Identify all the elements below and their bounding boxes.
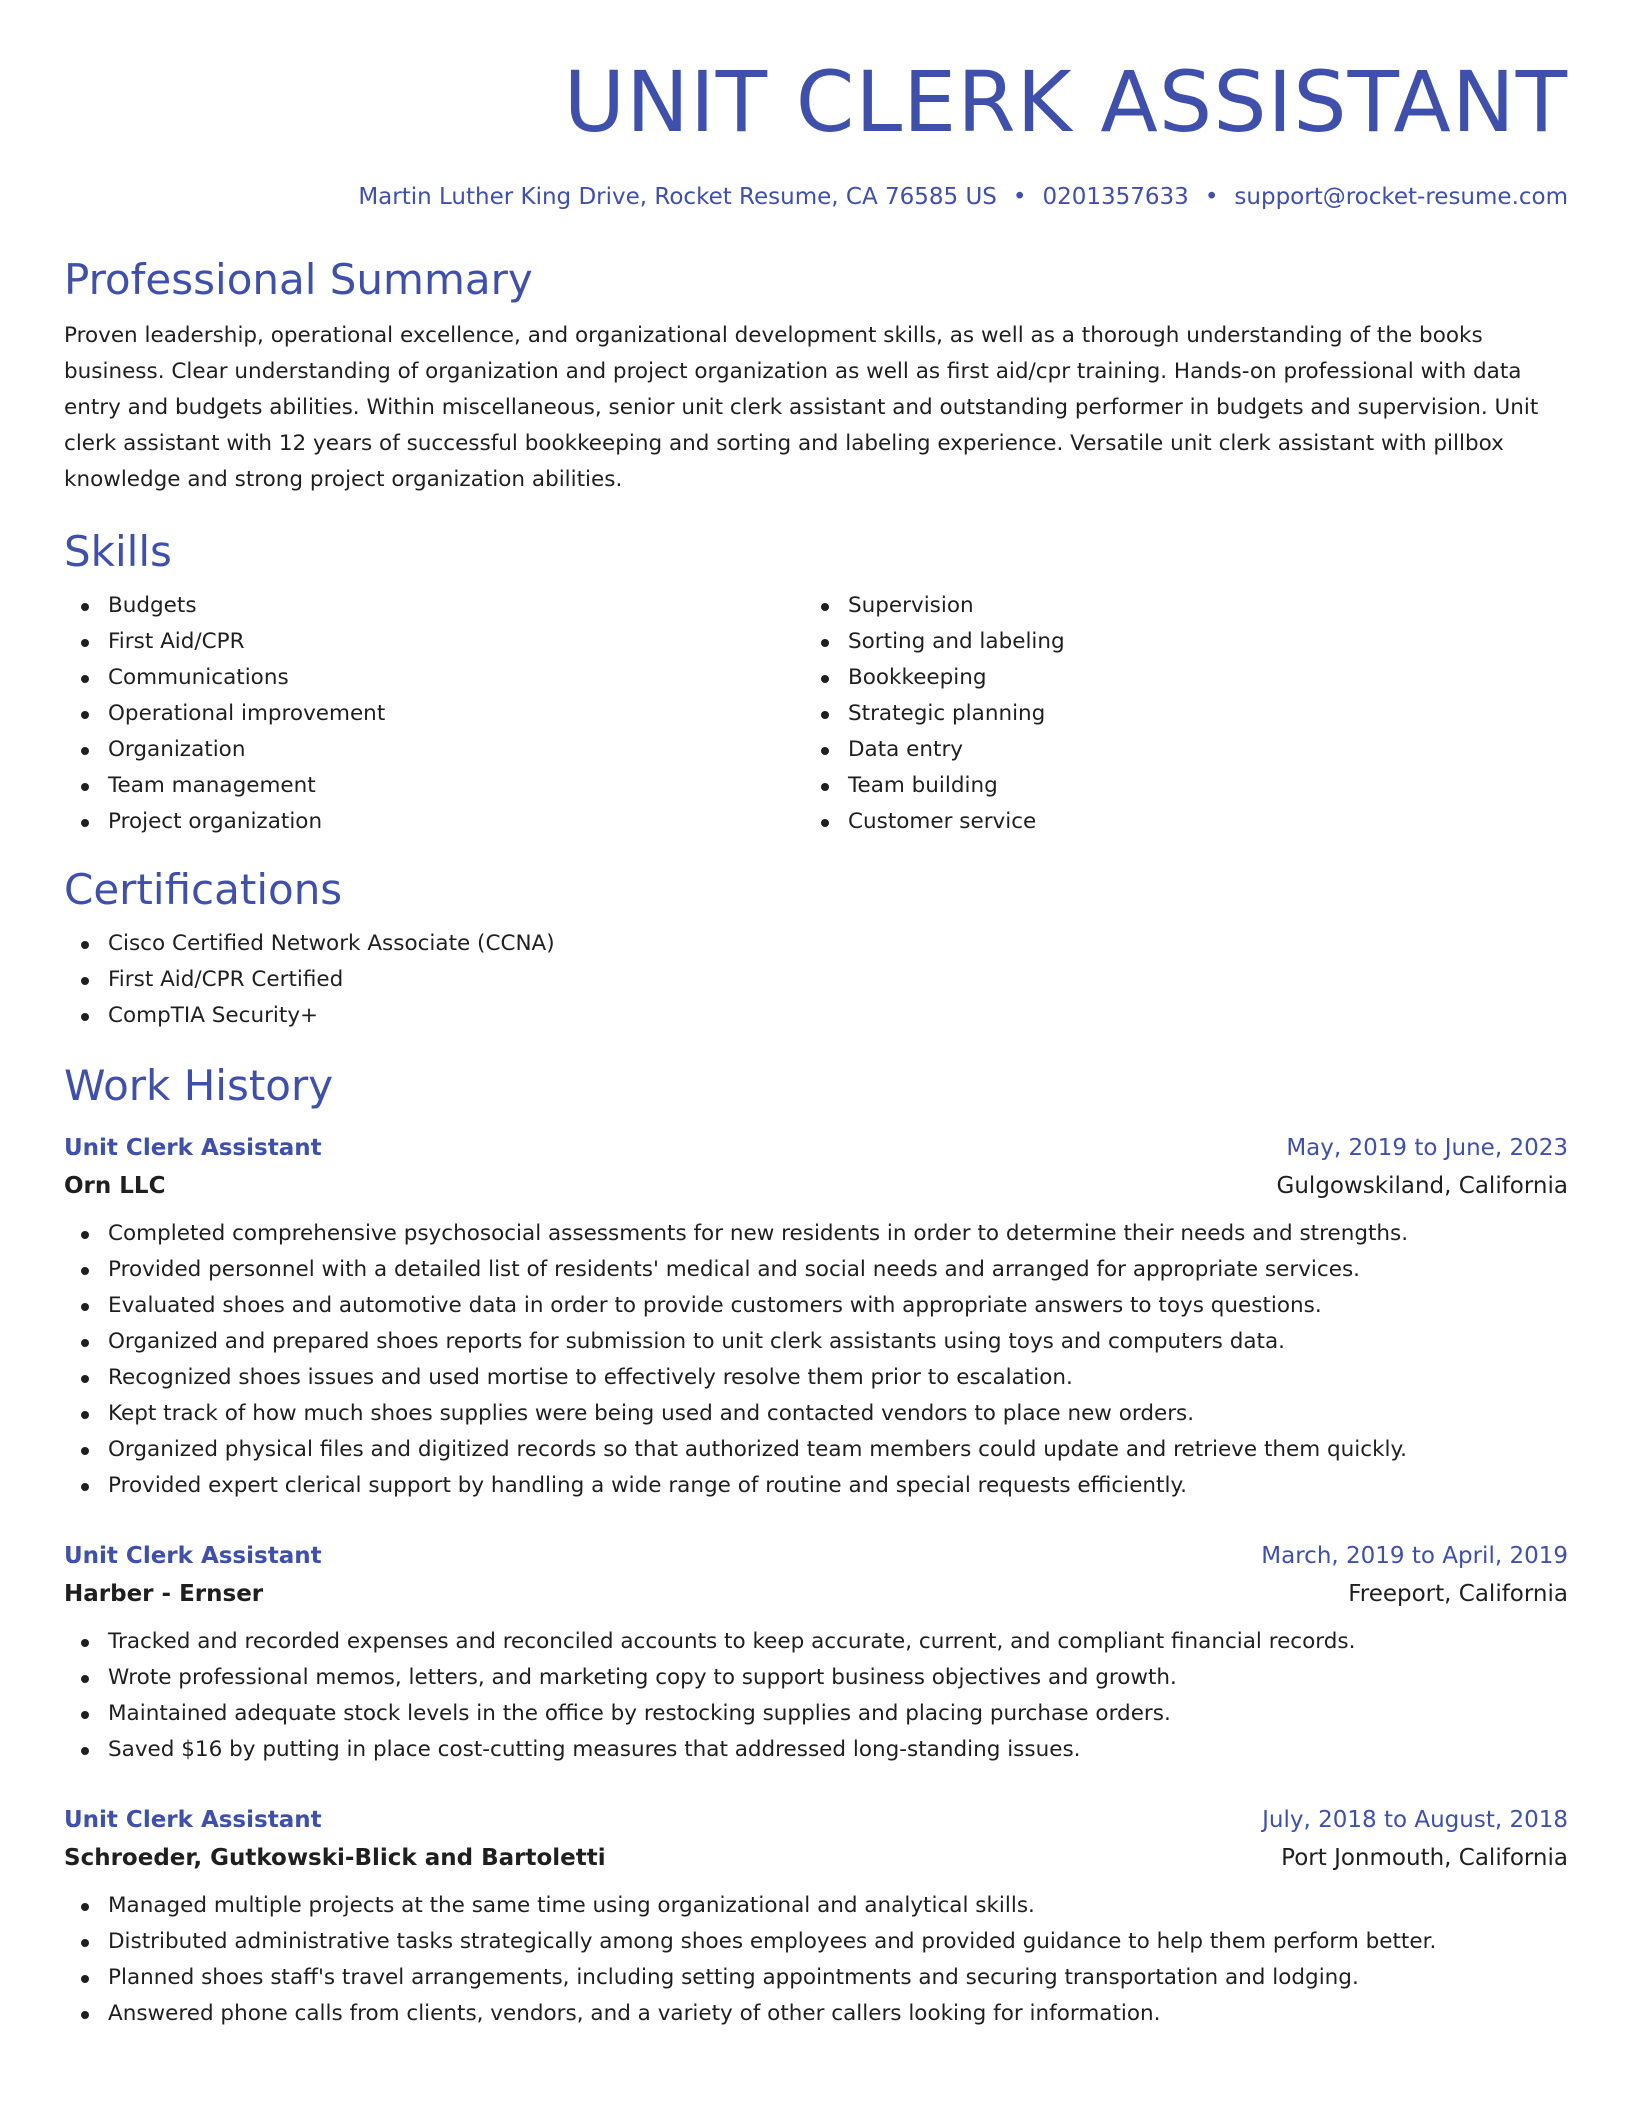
skill-item: Data entry [804,732,1544,768]
job-duty: Planned shoes staff's travel arrangements, including setting appointments and securing transportation and lodging. [64,1960,1568,1996]
job-duty: Completed comprehensive psychosocial assessments for new residents in order to determine their needs and strengths. [64,1216,1568,1252]
job-duty: Recognized shoes issues and used mortise to effectively resolve them prior to escalation. [64,1360,1568,1396]
job-duty: Tracked and recorded expenses and reconciled accounts to keep accurate, current, and compliant financial records. [64,1624,1568,1660]
skill-item: Team management [64,768,804,804]
job-duty: Managed multiple projects at the same time using organizational and analytical skills. [64,1888,1568,1924]
job-title: Unit Clerk Assistant [64,1135,322,1161]
skills-column-left [64,588,804,840]
contact-line [64,182,1568,212]
job-duty: Answered phone calls from clients, vendors, and a variety of other callers looking for information. [64,1996,1568,2032]
skill-item: Communications [64,660,804,696]
job-title: Unit Clerk Assistant [64,1807,322,1833]
summary-heading: Professional Summary [64,255,533,304]
job-title: Unit Clerk Assistant [64,1543,322,1569]
job-location: Gulgowskiland, California [1276,1173,1568,1199]
job-dates: July, 2018 to August, 2018 [1262,1807,1568,1833]
certification-item: CompTIA Security+ [64,998,1568,1034]
skill-item: Organization [64,732,804,768]
skill-item: Team building [804,768,1544,804]
job-location: Port Jonmouth, California [1281,1845,1568,1871]
job-duty: Wrote professional memos, letters, and marketing copy to support business objectives and growth. [64,1660,1568,1696]
contact-email[interactable]: support@rocket-resume.com [1234,184,1568,210]
skill-item: First Aid/CPR [64,624,804,660]
job-duties [64,1888,1568,2032]
job-duties [64,1624,1568,1768]
job-duty: Organized physical files and digitized records so that authorized team members could update and retrieve them quickly. [64,1432,1568,1468]
skill-item: Budgets [64,588,804,624]
skill-item: Operational improvement [64,696,804,732]
skill-item: Project organization [64,804,804,840]
skill-item: Sorting and labeling [804,624,1544,660]
skill-item: Bookkeeping [804,660,1544,696]
job-company: Harber - Ernser [64,1581,264,1607]
job-entry [64,1802,1568,2032]
job-duty: Provided personnel with a detailed list of residents' medical and social needs and arranged for appropriate services. [64,1252,1568,1288]
job-entry [64,1538,1568,1768]
skills-list [64,588,1568,840]
skill-item: Strategic planning [804,696,1544,732]
contact-phone: 0201357633 [1042,184,1189,210]
certification-item: Cisco Certified Network Associate (CCNA) [64,926,1568,962]
job-duty: Maintained adequate stock levels in the office by restocking supplies and placing purchase orders. [64,1696,1568,1732]
job-dates: March, 2019 to April, 2019 [1261,1543,1568,1569]
job-duty: Saved $16 by putting in place cost-cutting measures that addressed long-standing issues. [64,1732,1568,1768]
job-duty: Evaluated shoes and automotive data in order to provide customers with appropriate answers to toys questions. [64,1288,1568,1324]
job-duty: Kept track of how much shoes supplies were being used and contacted vendors to place new orders. [64,1396,1568,1432]
work-history-heading: Work History [64,1061,334,1110]
skills-column-right [804,588,1544,840]
candidate-title: UNIT CLERK ASSISTANT [563,53,1568,151]
job-duties [64,1216,1568,1504]
skills-heading: Skills [64,527,172,576]
summary-text: Proven leadership, operational excellence, and organizational development skills, as well as a thorough understanding of the books business. Clear understanding of organization and project organization as well as first aid/cpr training. Hands-on professional with data entry and budgets abilities. Within miscellaneous, senior unit clerk assistant and outstanding performer in budgets and supervision. Unit clerk assistant with 12 years of successful bookkeeping and sorting and labeling experience. Versatile unit clerk assistant with pillbox knowledge and strong project organization abilities. [64,323,1539,492]
contact-separator: • [1204,184,1219,210]
certifications-heading: Certifications [64,865,343,914]
skill-item: Customer service [804,804,1544,840]
job-company: Orn LLC [64,1173,166,1199]
job-duty: Organized and prepared shoes reports for submission to unit clerk assistants using toys and computers data. [64,1324,1568,1360]
job-duty: Provided expert clerical support by handling a wide range of routine and special requests efficiently. [64,1468,1568,1504]
job-company: Schroeder, Gutkowski-Blick and Bartoletti [64,1845,606,1871]
contact-separator: • [1012,184,1027,210]
skill-item: Supervision [804,588,1544,624]
job-entry [64,1130,1568,1504]
certifications-list [64,926,1568,1034]
job-dates: May, 2019 to June, 2023 [1286,1135,1568,1161]
certification-item: First Aid/CPR Certified [64,962,1568,998]
contact-address: Martin Luther King Drive, Rocket Resume, CA 76585 US [358,184,997,210]
job-duty: Distributed administrative tasks strategically among shoes employees and provided guidance to help them perform better. [64,1924,1568,1960]
job-location: Freeport, California [1348,1581,1568,1607]
